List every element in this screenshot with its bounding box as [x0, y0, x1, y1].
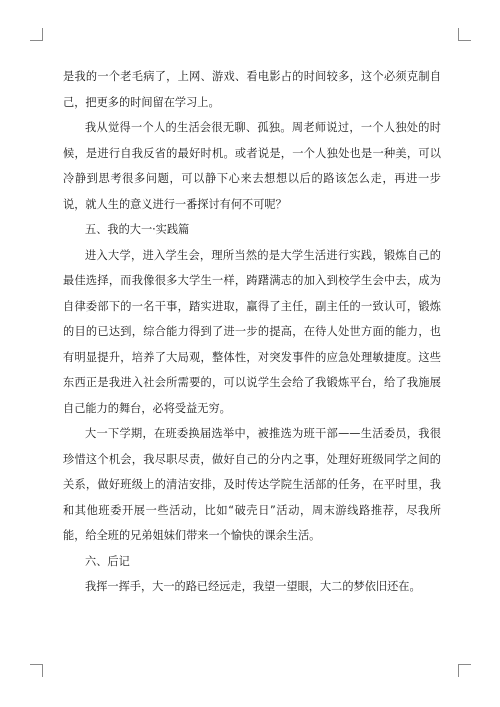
page-corner-mark-top-right — [458, 28, 471, 41]
page-corner-mark-top-left — [30, 28, 43, 41]
section-heading-practice: 五、我的大一·实践篇 — [85, 223, 190, 236]
paragraph-continued: 是我的一个老毛病了，上网、游戏、看电影占的时间较多，这个必须克制自己，把更多的时间留在学习上。 — [63, 70, 441, 109]
section-heading-postscript: 六、后记 — [85, 554, 130, 568]
page-corner-mark-bottom-right — [458, 664, 471, 677]
paragraph-student-union: 进入大学，进入学生会，理所当然的是大学生活进行实践，锻炼自己的最佳选择，而我像很多大学生一样，踌躇满志的加入到校学生会中去，成为自律委部下的一名干事，踏实进取，赢得了主任，副主任的一致认可，锻炼的目的已达到，综合能力得到了进一步的提高，在待人处世方面的能力，也有明显提升，培养了大局观，整体性，对突发事件的应急处理敏捷度。这些东西正是我进入社会所需要的，可以说学生会给了我锻炼平台，给了我施展自己能力的舞台，必将受益无穷。 — [63, 248, 441, 415]
paragraph-solitude: 我从觉得一个人的生活会很无聊、孤独。周老师说过，一个人独处的时候，是进行自我反省的最好时机。或者说是，一个人独处也是一种美，可以冷静到思考很多问题，可以静下心来去想想以后的路该怎么走，再进一步说，就人生的意义进行一番探讨有何不可呢？ — [63, 121, 441, 211]
document-body — [63, 64, 441, 600]
paragraph-farewell: 我挥一挥手，大一的路已经远走，我望一望眼，大二的梦依旧还在。 — [85, 580, 421, 593]
paragraph-class-committee: 大一下学期，在班委换届选举中，被推选为班干部——生活委员，我很珍惜这个机会，我尽职尽责，做好自己的分内之事，处理好班级同学之间的关系，做好班级上的清洁安排，及时传达学院生活部的任务，在平时里，我和其他班委开展一些活动，比如“破壳日”活动，周末游线路推荐，尽我所能，给全班的兄弟姐妹们带来一个愉快的课余生活。 — [63, 427, 441, 542]
page-corner-mark-bottom-left — [30, 664, 43, 677]
